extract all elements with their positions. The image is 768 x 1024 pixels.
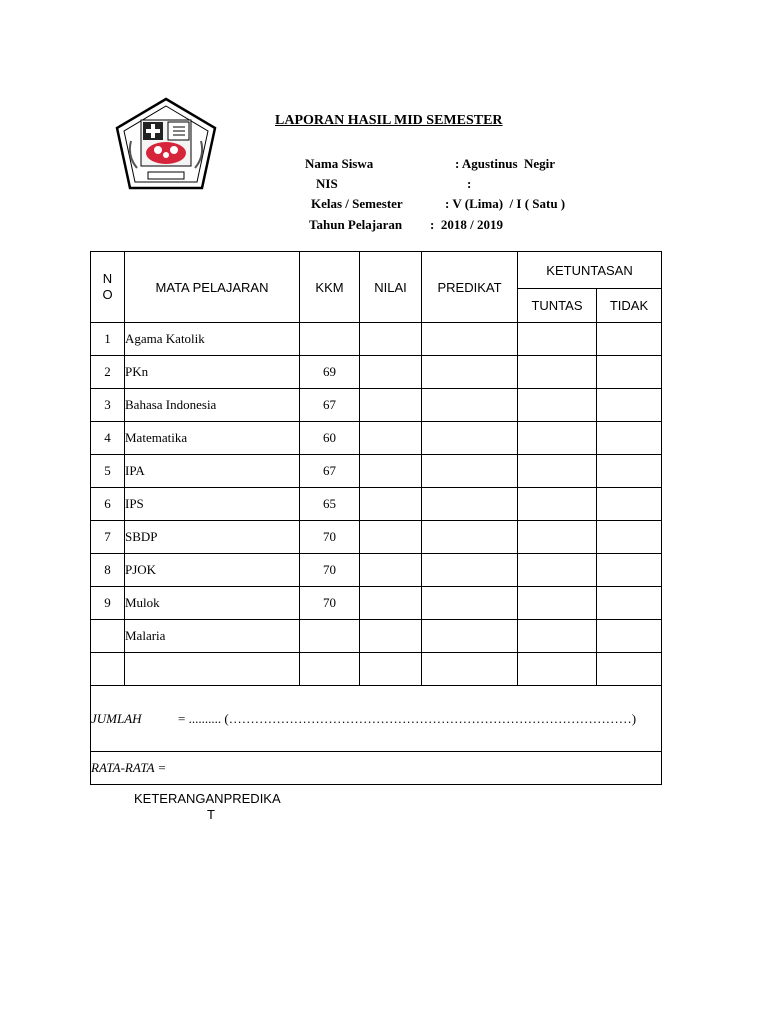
table-row (91, 587, 662, 620)
row-nilai (360, 620, 422, 653)
row-tidak (597, 521, 662, 554)
table-row (91, 356, 662, 389)
keterangan-predikat (134, 791, 294, 823)
row-tidak (597, 422, 662, 455)
row-tuntas (518, 422, 597, 455)
row-predikat (422, 653, 518, 686)
school-logo (113, 96, 219, 192)
report-title: LAPORAN HASIL MID SEMESTER (275, 113, 503, 128)
row-tidak (597, 554, 662, 587)
row-tuntas (518, 587, 597, 620)
row-predikat (422, 554, 518, 587)
row-nilai (360, 422, 422, 455)
row-tidak (597, 620, 662, 653)
row-mapel: IPA (125, 455, 300, 488)
row-nilai (360, 554, 422, 587)
table-row (91, 323, 662, 356)
table-row (91, 653, 662, 686)
row-nilai (360, 488, 422, 521)
nis-value: : (467, 176, 472, 191)
row-tuntas (518, 653, 597, 686)
row-kkm (300, 323, 360, 356)
grades-table (90, 251, 662, 785)
row-tidak (597, 356, 662, 389)
row-nilai (360, 389, 422, 422)
table-row (91, 521, 662, 554)
row-tidak (597, 488, 662, 521)
row-predikat (422, 488, 518, 521)
col-no-header: N O (91, 252, 125, 323)
table-row (91, 389, 662, 422)
col-ketuntasan-header: KETUNTASAN (518, 252, 662, 289)
row-tuntas (518, 620, 597, 653)
row-no: 9 (91, 587, 125, 620)
rata-rata-row (91, 752, 662, 785)
row-kkm: 69 (300, 356, 360, 389)
row-nilai (360, 653, 422, 686)
row-mapel: Malaria (125, 620, 300, 653)
tahun-label: Tahun Pelajaran (309, 217, 403, 232)
table-row (91, 554, 662, 587)
row-kkm: 67 (300, 455, 360, 488)
col-mapel-header: MATA PELAJARAN (125, 252, 300, 323)
row-predikat (422, 389, 518, 422)
row-mapel: PKn (125, 356, 300, 389)
tahun-value: : 2018 / 2019 (430, 217, 503, 232)
row-nilai (360, 455, 422, 488)
row-no: 3 (91, 389, 125, 422)
row-nilai (360, 521, 422, 554)
jumlah-row (91, 686, 662, 752)
table-row (91, 620, 662, 653)
row-kkm: 70 (300, 521, 360, 554)
row-tuntas (518, 488, 597, 521)
row-tidak (597, 455, 662, 488)
table-body (91, 323, 662, 686)
row-mapel: PJOK (125, 554, 300, 587)
keterangan-line-2: T (207, 807, 215, 822)
row-nilai (360, 356, 422, 389)
row-tuntas (518, 356, 597, 389)
row-predikat (422, 587, 518, 620)
row-mapel: Matematika (125, 422, 300, 455)
nis-label: NIS (316, 176, 338, 191)
row-no: 2 (91, 356, 125, 389)
col-tuntas-header: TUNTAS (518, 289, 597, 323)
row-no (91, 653, 125, 686)
row-kkm: 67 (300, 389, 360, 422)
row-nilai (360, 323, 422, 356)
row-predikat (422, 521, 518, 554)
table-row (91, 488, 662, 521)
row-mapel: IPS (125, 488, 300, 521)
row-tidak (597, 653, 662, 686)
row-kkm: 65 (300, 488, 360, 521)
row-predikat (422, 455, 518, 488)
row-kkm: 60 (300, 422, 360, 455)
row-no: 4 (91, 422, 125, 455)
row-tidak (597, 587, 662, 620)
row-kkm (300, 653, 360, 686)
col-kkm-header: KKM (300, 252, 360, 323)
col-tidak-header: TIDAK (597, 289, 662, 323)
row-tidak (597, 389, 662, 422)
row-predikat (422, 422, 518, 455)
row-kkm: 70 (300, 554, 360, 587)
row-mapel: Agama Katolik (125, 323, 300, 356)
row-no: 6 (91, 488, 125, 521)
row-tuntas (518, 389, 597, 422)
row-kkm: 70 (300, 587, 360, 620)
row-tuntas (518, 455, 597, 488)
row-mapel: SBDP (125, 521, 300, 554)
row-no: 8 (91, 554, 125, 587)
row-mapel: Bahasa Indonesia (125, 389, 300, 422)
row-tuntas (518, 554, 597, 587)
row-predikat (422, 356, 518, 389)
keterangan-line-1: KETERANGANPREDIKA (134, 791, 281, 806)
nama-value: : Agustinus Negir (455, 156, 556, 171)
col-predikat-header: PREDIKAT (422, 252, 518, 323)
row-no: 1 (91, 323, 125, 356)
row-tuntas (518, 323, 597, 356)
table-row (91, 455, 662, 488)
rata-rata-label: RATA-RATA = (91, 760, 167, 775)
row-kkm (300, 620, 360, 653)
row-no: 7 (91, 521, 125, 554)
row-nilai (360, 587, 422, 620)
row-mapel (125, 653, 300, 686)
jumlah-label: JUMLAH (91, 710, 142, 726)
row-tidak (597, 323, 662, 356)
kelas-value: : V (Lima) / I ( Satu ) (445, 196, 566, 211)
jumlah-value: = .......... (…………………………………………………………………………………) (178, 710, 637, 726)
row-tuntas (518, 521, 597, 554)
row-no: 5 (91, 455, 125, 488)
row-mapel: Mulok (125, 587, 300, 620)
row-predikat (422, 323, 518, 356)
row-predikat (422, 620, 518, 653)
col-nilai-header: NILAI (360, 252, 422, 323)
row-no (91, 620, 125, 653)
kelas-label: Kelas / Semester (311, 196, 403, 211)
table-row (91, 422, 662, 455)
nama-label: Nama Siswa (305, 156, 374, 171)
